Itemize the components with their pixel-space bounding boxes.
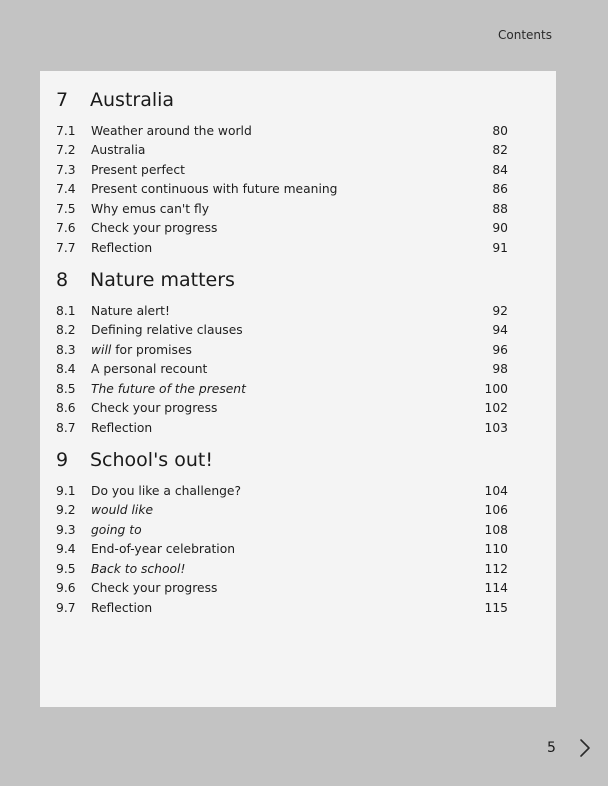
lesson-item[interactable] [56,559,508,579]
lesson-item[interactable] [56,579,508,599]
lesson-page: 86 [492,182,508,197]
lesson-number: 8.2 [56,323,76,338]
unit-7 [56,89,508,258]
lesson-title: Back to school! [91,561,186,576]
lesson-title: going to [91,522,142,537]
lesson-page: 102 [484,401,508,416]
lesson-number: 9.1 [56,483,76,498]
lesson-title-rest: for promises [111,342,192,357]
lesson-page: 92 [492,303,508,318]
chevron-right-icon[interactable] [578,738,592,758]
lesson-title: Reflection [91,240,153,255]
lesson-title: Australia [91,143,146,158]
lesson-number: 9.3 [56,522,76,537]
unit-header [56,449,508,481]
lesson-page: 80 [492,123,508,138]
lesson-page: 112 [484,561,508,576]
lesson-page: 100 [484,381,508,396]
unit-number: 9 [56,449,69,471]
lesson-item[interactable] [56,379,508,399]
lesson-title: Reflection [91,600,153,615]
unit-header [56,269,508,301]
lesson-title: would like [91,503,154,518]
lesson-title: Nature alert! [91,303,170,318]
lesson-page: 94 [492,323,508,338]
lesson-title-italic-part: will [91,342,112,357]
lesson-item[interactable] [56,121,508,141]
lesson-page: 88 [492,201,508,216]
lesson-title: Present continuous with future meaning [91,182,338,197]
unit-header [56,89,508,121]
lesson-item[interactable] [56,199,508,219]
lesson-page: 115 [484,600,508,615]
contents-panel [40,71,556,707]
lesson-item[interactable] [56,360,508,380]
lesson-item[interactable] [56,520,508,540]
unit-title: Nature matters [90,269,235,291]
lesson-number: 9.7 [56,600,76,615]
lesson-number: 7.2 [56,143,76,158]
lesson-number: 9.5 [56,561,76,576]
unit-title: School's out! [90,449,213,471]
lesson-number: 8.4 [56,362,76,377]
lesson-title: Why emus can't fly [91,201,210,216]
unit-8 [56,269,508,438]
lesson-item[interactable] [56,141,508,161]
lesson-number: 7.3 [56,162,76,177]
lesson-page: 90 [492,221,508,236]
lesson-title: Check your progress [91,221,218,236]
lesson-number: 8.5 [56,381,76,396]
lesson-title: Weather around the world [91,123,252,138]
lesson-title: Check your progress [91,581,218,596]
lesson-number: 7.6 [56,221,76,236]
lesson-number: 8.6 [56,401,76,416]
lesson-title: The future of the present [91,381,246,396]
lesson-page: 96 [492,342,508,357]
lesson-number: 9.6 [56,581,76,596]
lesson-title: A personal recount [91,362,208,377]
unit-9 [56,449,508,618]
lesson-item[interactable] [56,340,508,360]
lesson-item[interactable] [56,321,508,341]
unit-number: 8 [56,269,69,291]
lesson-item[interactable] [56,418,508,438]
lesson-item[interactable] [56,238,508,258]
unit-number: 7 [56,89,69,111]
lesson-number: 7.7 [56,240,76,255]
lesson-number: 9.4 [56,542,76,557]
lesson-title: Reflection [91,420,153,435]
page-number: 5 [547,740,556,756]
lesson-number: 7.4 [56,182,76,197]
lesson-title: Do you like a challenge? [91,483,242,498]
lesson-page: 108 [484,522,508,537]
lesson-number: 8.1 [56,303,76,318]
lesson-page: 91 [492,240,508,255]
lesson-list [56,481,508,618]
lesson-title: End-of-year celebration [91,542,236,557]
lesson-title: Check your progress [91,401,218,416]
lesson-number: 9.2 [56,503,76,518]
lesson-title: Defining relative clauses [91,323,243,338]
lesson-page: 114 [484,581,508,596]
lesson-list [56,121,508,258]
lesson-item[interactable] [56,598,508,618]
lesson-item[interactable] [56,501,508,521]
lesson-title: Present perfect [91,162,185,177]
lesson-list [56,301,508,438]
lesson-page: 84 [492,162,508,177]
lesson-item[interactable] [56,540,508,560]
running-header: Contents [498,28,552,42]
lesson-item[interactable] [56,301,508,321]
lesson-item[interactable] [56,219,508,239]
lesson-item[interactable] [56,160,508,180]
lesson-item[interactable] [56,180,508,200]
lesson-number: 7.5 [56,201,76,216]
lesson-number: 8.3 [56,342,76,357]
lesson-item[interactable] [56,481,508,501]
unit-title: Australia [90,89,175,111]
lesson-title [91,343,468,357]
lesson-page: 110 [484,542,508,557]
lesson-page: 103 [484,420,508,435]
lesson-page: 82 [492,143,508,158]
lesson-page: 98 [492,362,508,377]
lesson-number: 7.1 [56,123,76,138]
lesson-number: 8.7 [56,420,76,435]
lesson-page: 104 [484,483,508,498]
lesson-item[interactable] [56,399,508,419]
lesson-page: 106 [484,503,508,518]
